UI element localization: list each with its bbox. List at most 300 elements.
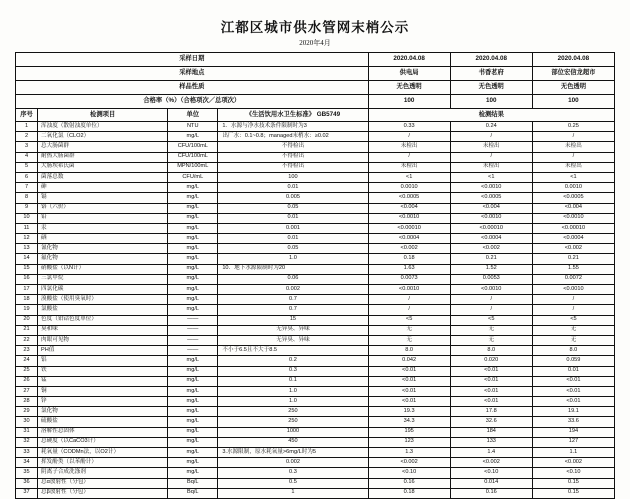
cell-standard: 不得检出 (218, 142, 368, 152)
value-sample-location-1: 供电局 (368, 67, 450, 81)
cell-unit: —— (168, 325, 218, 335)
cell-result-2: 未检出 (450, 142, 532, 152)
cell-result-1: 8.0 (368, 346, 450, 356)
cell-standard: 3.水源限制，原水耗氧量>6mg/L时为5 (218, 448, 368, 458)
table-row (16, 254, 615, 264)
cell-no: 23 (16, 346, 38, 356)
cell-standard: 1000 (218, 427, 368, 437)
page-subtitle: 2020年4月 (299, 39, 331, 47)
cell-unit: mg/L (168, 386, 218, 396)
cell-result-1: <0.002 (368, 458, 450, 468)
cell-standard: 1 (218, 488, 368, 498)
cell-result-1: 0.18 (368, 254, 450, 264)
cell-standard: 0.01 (218, 234, 368, 244)
cell-standard: 15 (218, 315, 368, 325)
cell-item: 铝 (38, 356, 168, 366)
cell-result-3: <0.10 (532, 468, 614, 478)
cell-no: 5 (16, 162, 38, 172)
cell-standard: 1.0 (218, 386, 368, 396)
cell-item: 镉 (38, 193, 168, 203)
table-row (16, 397, 615, 407)
cell-no: 8 (16, 193, 38, 203)
cell-result-1: <0.002 (368, 244, 450, 254)
table-row (16, 244, 615, 254)
value-pass-rate-1: 100 (368, 95, 450, 109)
cell-standard: 100 (218, 172, 368, 182)
cell-result-1: 34.3 (368, 417, 450, 427)
cell-result-3: <0.004 (532, 203, 614, 213)
cell-unit: mg/L (168, 183, 218, 193)
cell-unit: Bq/L (168, 488, 218, 498)
cell-unit: mg/L (168, 193, 218, 203)
cell-item: PH值 (38, 346, 168, 356)
cell-result-1: 195 (368, 427, 450, 437)
cell-result-2: 184 (450, 427, 532, 437)
cell-standard: 0.1 (218, 376, 368, 386)
cell-standard: 不得检出 (218, 152, 368, 162)
table-row (16, 295, 615, 305)
cell-result-1: <0.0004 (368, 234, 450, 244)
cell-result-3: 0.0010 (532, 183, 614, 193)
cell-result-3: <0.0010 (532, 213, 614, 223)
cell-no: 20 (16, 315, 38, 325)
cell-result-3: <0.0005 (532, 193, 614, 203)
table-row (16, 366, 615, 376)
cell-result-3: / (532, 295, 614, 305)
cell-item: 硒 (38, 234, 168, 244)
cell-no: 9 (16, 203, 38, 213)
column-header-row (16, 109, 615, 122)
table-row (16, 274, 615, 284)
cell-result-3: 未检出 (532, 162, 614, 172)
cell-item: 氰化物 (38, 244, 168, 254)
cell-standard: 无异臭、异味 (218, 325, 368, 335)
cell-standard: 10．地下水源限制时为20 (218, 264, 368, 274)
cell-result-1: 未检出 (368, 162, 450, 172)
cell-result-3: 8.0 (532, 346, 614, 356)
table-row (16, 335, 615, 345)
cell-standard: 0.7 (218, 305, 368, 315)
col-header-unit: 单位 (168, 109, 218, 122)
cell-item: 菌落总数 (38, 172, 168, 182)
cell-result-2: <0.002 (450, 458, 532, 468)
cell-item: 砷 (38, 183, 168, 193)
table-row (16, 152, 615, 162)
cell-result-3: 0.15 (532, 478, 614, 488)
cell-result-2: / (450, 132, 532, 142)
cell-result-1: <0.01 (368, 366, 450, 376)
cell-result-1: 无 (368, 325, 450, 335)
water-quality-table (15, 52, 615, 499)
cell-unit: mg/L (168, 254, 218, 264)
cell-result-1: / (368, 305, 450, 315)
cell-standard: 250 (218, 407, 368, 417)
value-sample-date-2: 2020.04.08 (450, 53, 532, 67)
cell-result-2: 8.0 (450, 346, 532, 356)
header-row-sample-location (16, 67, 615, 81)
cell-unit: mg/L (168, 376, 218, 386)
cell-unit: mg/L (168, 234, 218, 244)
value-pass-rate-3: 100 (532, 95, 614, 109)
cell-result-2: <0.0005 (450, 193, 532, 203)
cell-result-3: 194 (532, 427, 614, 437)
cell-result-3: 未检出 (532, 142, 614, 152)
cell-result-3: / (532, 152, 614, 162)
cell-result-1: 0.16 (368, 478, 450, 488)
table-row (16, 325, 615, 335)
cell-no: 12 (16, 234, 38, 244)
cell-no: 11 (16, 223, 38, 233)
cell-result-3: 1.1 (532, 448, 614, 458)
cell-result-3: <0.00010 (532, 223, 614, 233)
cell-unit: mg/L (168, 244, 218, 254)
cell-standard: 不小于6.5且不大于8.5 (218, 346, 368, 356)
cell-no: 24 (16, 356, 38, 366)
cell-item: 硫酸盐 (38, 417, 168, 427)
table-row (16, 213, 615, 223)
cell-unit: mg/L (168, 448, 218, 458)
cell-result-3: 33.6 (532, 417, 614, 427)
cell-unit: CFU/mL (168, 172, 218, 182)
col-header-no: 序号 (16, 109, 38, 122)
cell-result-3: <0.01 (532, 376, 614, 386)
cell-item: 总大肠菌群 (38, 142, 168, 152)
label-sample-property: 样品性质 (16, 81, 369, 95)
cell-item: 汞 (38, 223, 168, 233)
cell-result-2: / (450, 305, 532, 315)
cell-item: 浑浊度（散射浊度单位） (38, 122, 168, 132)
cell-result-2: 0.16 (450, 488, 532, 498)
cell-standard: 0.002 (218, 285, 368, 295)
cell-no: 6 (16, 172, 38, 182)
cell-no: 3 (16, 142, 38, 152)
cell-result-1: 无 (368, 335, 450, 345)
cell-result-1: <0.0010 (368, 285, 450, 295)
cell-unit: mg/L (168, 417, 218, 427)
cell-item: 氯化物 (38, 407, 168, 417)
cell-standard: 0.3 (218, 366, 368, 376)
col-header-item: 检测项目 (38, 109, 168, 122)
cell-no: 2 (16, 132, 38, 142)
cell-unit: mg/L (168, 366, 218, 376)
cell-result-1: 0.0073 (368, 274, 450, 284)
table-row (16, 376, 615, 386)
cell-result-3: 无 (532, 335, 614, 345)
cell-unit: CFU/100mL (168, 142, 218, 152)
cell-no: 25 (16, 366, 38, 376)
cell-standard: 无异臭、异味 (218, 335, 368, 345)
cell-result-3: / (532, 132, 614, 142)
value-sample-property-2: 无色透明 (450, 81, 532, 95)
cell-unit: mg/L (168, 203, 218, 213)
cell-result-1: 19.3 (368, 407, 450, 417)
cell-standard: 0.2 (218, 356, 368, 366)
cell-item: 总β放射性（分包） (38, 488, 168, 498)
cell-result-3: 0.15 (532, 488, 614, 498)
cell-no: 21 (16, 325, 38, 335)
cell-result-2: 1.4 (450, 448, 532, 458)
cell-no: 1 (16, 122, 38, 132)
table-row (16, 356, 615, 366)
cell-result-1: <5 (368, 315, 450, 325)
cell-result-1: / (368, 295, 450, 305)
cell-result-3: 0.059 (532, 356, 614, 366)
cell-result-1: <0.004 (368, 203, 450, 213)
table-row (16, 234, 615, 244)
table-row (16, 458, 615, 468)
cell-unit: mg/L (168, 427, 218, 437)
table-row (16, 132, 615, 142)
cell-result-3: / (532, 305, 614, 315)
table-row (16, 305, 615, 315)
table-row (16, 427, 615, 437)
label-sample-date: 采样日期 (16, 53, 369, 67)
cell-standard: 不得检出 (218, 162, 368, 172)
cell-item: 大肠埃希氏菌 (38, 162, 168, 172)
cell-result-2: <1 (450, 172, 532, 182)
cell-result-1: <0.01 (368, 376, 450, 386)
table-row (16, 172, 615, 182)
cell-result-2: 133 (450, 437, 532, 447)
cell-result-1: <0.10 (368, 468, 450, 478)
cell-result-2: 1.52 (450, 264, 532, 274)
cell-result-1: <1 (368, 172, 450, 182)
header-row-pass-rate (16, 95, 615, 109)
cell-result-2: 0.0053 (450, 274, 532, 284)
cell-no: 14 (16, 254, 38, 264)
cell-item: 溶解性总固体 (38, 427, 168, 437)
page-title: 江都区城市供水管网末梢公示 (220, 20, 410, 35)
table-row (16, 142, 615, 152)
cell-result-2: <0.00010 (450, 223, 532, 233)
cell-unit: mg/L (168, 407, 218, 417)
label-pass-rate: 合格率（%）（合格项次／总项次） (16, 95, 369, 109)
cell-result-1: 未检出 (368, 142, 450, 152)
cell-unit: —— (168, 335, 218, 345)
cell-result-2: 0.21 (450, 254, 532, 264)
cell-standard: 出厂水：0.1~0.8；managed末梢水：≥0.02 (218, 132, 368, 142)
cell-result-1: <0.01 (368, 386, 450, 396)
value-sample-property-1: 无色透明 (368, 81, 450, 95)
cell-result-2: 0.020 (450, 356, 532, 366)
cell-result-3: 0.0072 (532, 274, 614, 284)
cell-result-3: <0.002 (532, 244, 614, 254)
cell-standard: 0.06 (218, 274, 368, 284)
cell-no: 15 (16, 264, 38, 274)
cell-standard: 1．水源与净水技术条件限制时为3 (218, 122, 368, 132)
cell-item: 挥发酚类（以苯酚计） (38, 458, 168, 468)
cell-unit: Bq/L (168, 478, 218, 488)
cell-no: 27 (16, 386, 38, 396)
cell-standard: 1.0 (218, 254, 368, 264)
cell-item: 三氯甲烷 (38, 274, 168, 284)
cell-result-2: <0.0004 (450, 234, 532, 244)
cell-item: 锰 (38, 376, 168, 386)
cell-result-1: 0.33 (368, 122, 450, 132)
value-sample-location-3: 部位宏信龙超市 (532, 67, 614, 81)
cell-standard: 1.0 (218, 397, 368, 407)
cell-result-3: <1 (532, 172, 614, 182)
table-row (16, 346, 615, 356)
cell-result-2: 0.014 (450, 478, 532, 488)
cell-result-3: <5 (532, 315, 614, 325)
cell-standard: 450 (218, 437, 368, 447)
cell-result-2: 0.24 (450, 122, 532, 132)
cell-item: 硝酸盐（以N计） (38, 264, 168, 274)
cell-result-3: <0.0010 (532, 285, 614, 295)
cell-no: 33 (16, 448, 38, 458)
table-row (16, 417, 615, 427)
col-header-result: 检测结果 (368, 109, 614, 122)
cell-result-1: 0.042 (368, 356, 450, 366)
cell-result-2: / (450, 152, 532, 162)
table-row (16, 437, 615, 447)
cell-item: 溴酸盐（使用臭氧时） (38, 295, 168, 305)
cell-standard: 0.3 (218, 468, 368, 478)
cell-unit: CFU/100mL (168, 152, 218, 162)
cell-unit: mg/L (168, 223, 218, 233)
cell-standard: 0.7 (218, 295, 368, 305)
cell-standard: 0.05 (218, 203, 368, 213)
cell-no: 37 (16, 488, 38, 498)
table-body (16, 53, 615, 499)
cell-result-2: <0.0010 (450, 183, 532, 193)
cell-result-3: 19.1 (532, 407, 614, 417)
cell-item: 耐热大肠菌群 (38, 152, 168, 162)
cell-item: 四氯化碳 (38, 285, 168, 295)
cell-no: 10 (16, 213, 38, 223)
cell-item: 阴离子合成洗涤剂 (38, 468, 168, 478)
cell-unit: mg/L (168, 295, 218, 305)
col-header-standard: 《生活饮用水卫生标准》 GB5749 (218, 109, 368, 122)
cell-result-2: <0.01 (450, 376, 532, 386)
cell-result-3: 0.01 (532, 366, 614, 376)
label-sample-location: 采样地点 (16, 67, 369, 81)
cell-result-2: <5 (450, 315, 532, 325)
cell-unit: mg/L (168, 468, 218, 478)
cell-result-1: <0.0005 (368, 193, 450, 203)
cell-unit: NTU (168, 122, 218, 132)
cell-result-2: <0.01 (450, 366, 532, 376)
table-row (16, 162, 615, 172)
table-row (16, 122, 615, 132)
value-sample-location-2: 书香茗府 (450, 67, 532, 81)
table-row (16, 285, 615, 295)
cell-no: 13 (16, 244, 38, 254)
cell-unit: mg/L (168, 285, 218, 295)
cell-no: 16 (16, 274, 38, 284)
cell-result-2: <0.0010 (450, 285, 532, 295)
cell-item: 耗氧量（CODMn法，以O2计） (38, 448, 168, 458)
table-row (16, 478, 615, 488)
table-row (16, 468, 615, 478)
cell-item: 总硬度（以CaCO3计） (38, 437, 168, 447)
table-row (16, 488, 615, 498)
cell-no: 28 (16, 397, 38, 407)
value-sample-date-1: 2020.04.08 (368, 53, 450, 67)
cell-no: 26 (16, 376, 38, 386)
cell-item: 氟化物 (38, 254, 168, 264)
cell-result-3: <0.002 (532, 458, 614, 468)
table-row (16, 386, 615, 396)
cell-no: 18 (16, 295, 38, 305)
cell-result-2: <0.01 (450, 386, 532, 396)
cell-result-1: 0.0010 (368, 183, 450, 193)
cell-result-3: 0.21 (532, 254, 614, 264)
table-row (16, 183, 615, 193)
cell-no: 32 (16, 437, 38, 447)
cell-result-2: 未检出 (450, 162, 532, 172)
cell-result-1: 0.18 (368, 488, 450, 498)
cell-result-2: <0.004 (450, 203, 532, 213)
cell-item: 氯酸盐 (38, 305, 168, 315)
cell-no: 30 (16, 417, 38, 427)
cell-result-3: 0.25 (532, 122, 614, 132)
cell-result-3: 1.55 (532, 264, 614, 274)
value-pass-rate-2: 100 (450, 95, 532, 109)
cell-no: 35 (16, 468, 38, 478)
cell-standard: 250 (218, 417, 368, 427)
cell-result-3: 无 (532, 325, 614, 335)
cell-standard: 0.01 (218, 213, 368, 223)
cell-result-1: / (368, 132, 450, 142)
cell-item: 臭和味 (38, 325, 168, 335)
table-row (16, 203, 615, 213)
cell-item: 色度（铂钴色度单位） (38, 315, 168, 325)
cell-result-1: 1.63 (368, 264, 450, 274)
cell-item: 铁 (38, 366, 168, 376)
cell-result-2: <0.10 (450, 468, 532, 478)
table-row (16, 407, 615, 417)
cell-result-3: <0.01 (532, 397, 614, 407)
cell-result-1: <0.00010 (368, 223, 450, 233)
cell-standard: 0.05 (218, 244, 368, 254)
cell-result-2: 32.6 (450, 417, 532, 427)
table-row (16, 448, 615, 458)
cell-no: 22 (16, 335, 38, 345)
cell-result-3: <0.0004 (532, 234, 614, 244)
cell-no: 4 (16, 152, 38, 162)
cell-unit: —— (168, 315, 218, 325)
cell-result-1: 1.3 (368, 448, 450, 458)
cell-result-1: <0.01 (368, 397, 450, 407)
value-sample-property-3: 无色透明 (532, 81, 614, 95)
cell-result-2: <0.002 (450, 244, 532, 254)
cell-unit: mg/L (168, 305, 218, 315)
cell-standard: 0.5 (218, 478, 368, 488)
cell-unit: mg/L (168, 356, 218, 366)
cell-no: 19 (16, 305, 38, 315)
cell-no: 7 (16, 183, 38, 193)
cell-unit: mg/L (168, 437, 218, 447)
cell-result-3: <0.01 (532, 386, 614, 396)
cell-unit: mg/L (168, 274, 218, 284)
cell-item: 铬（六价） (38, 203, 168, 213)
cell-standard: 0.005 (218, 193, 368, 203)
cell-result-2: 无 (450, 335, 532, 345)
table-row (16, 193, 615, 203)
cell-unit: —— (168, 346, 218, 356)
cell-result-2: <0.0010 (450, 213, 532, 223)
cell-standard: 0.002 (218, 458, 368, 468)
cell-unit: mg/L (168, 264, 218, 274)
cell-item: 铜 (38, 386, 168, 396)
cell-result-2: / (450, 295, 532, 305)
header-row-sample-date (16, 53, 615, 67)
cell-item: 肉眼可见物 (38, 335, 168, 345)
cell-standard: 0.01 (218, 183, 368, 193)
cell-no: 36 (16, 478, 38, 488)
